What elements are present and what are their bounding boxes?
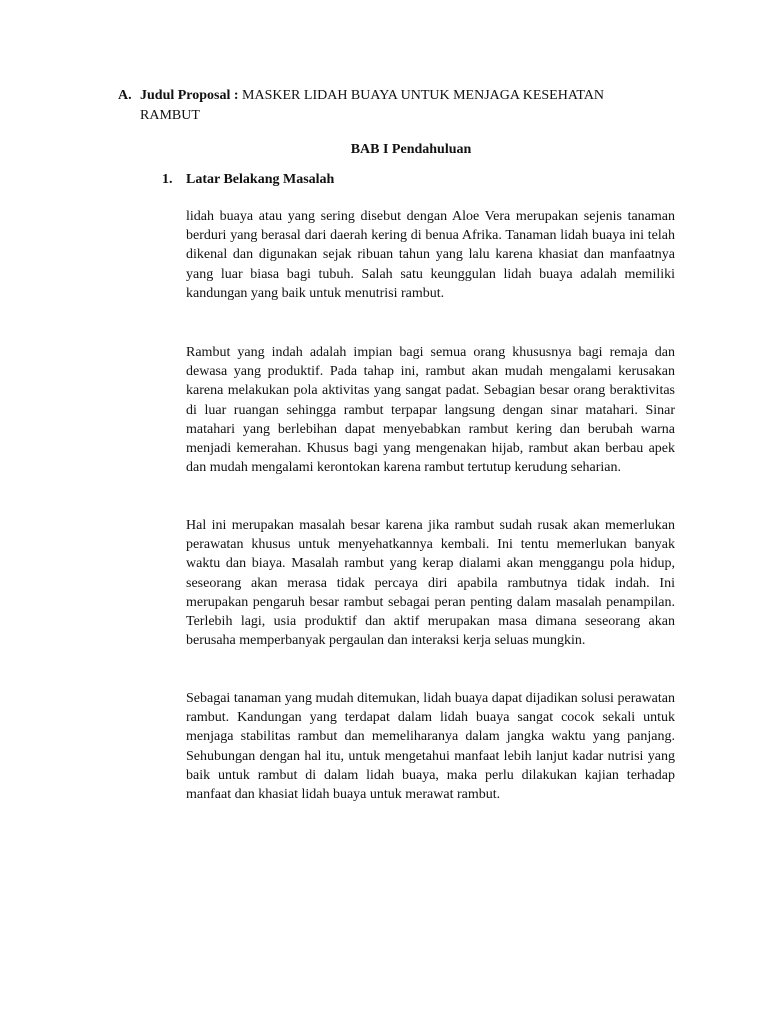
- section-title: Latar Belakang Masalah: [186, 172, 335, 187]
- paragraph-2: Rambut yang indah adalah impian bagi semua orang khususnya bagi remaja dan dewasa yang produktif. Pada tahap ini, rambut akan mudah mengalami kerusakan karena melakukan pola aktivitas yang sangat padat. Sebagian besar orang beraktivitas di luar ruangan sehingga rambut terpapar langsung dengan sinar matahari. Sinar matahari yang berlebihan dapat menyebabkan rambut kering dan berubah warna menjadi kemerahan. Khusus bagi yang mengenakan hijab, rambut akan berbau apek dan mudah mengalami kerontokan karena rambut tertutup kerudung seharian.: [186, 345, 675, 476]
- chapter-title: BAB I Pendahuluan: [350, 142, 472, 157]
- paragraph-3: Hal ini merupakan masalah besar karena jika rambut sudah rusak akan memerlukan perawatan khusus untuk menyehatkannya kembali. Ini tentu memerlukan banyak waktu dan biaya. Masalah rambut yang kerap dialami akan menggangu pola hidup, seseorang akan merasa tidak percaya diri apabila rambutnya tidak indah. Ini merupakan pengaruh besar rambut sebagai peran penting dalam masalah penampilan. Terlebih lagi, usia produktif dan aktif merupakan masa dimana seseorang akan berusaha memperbanyak pergaulan dan interaksi kerja seluas mungkin.: [186, 518, 675, 649]
- heading-text: [140, 86, 604, 106]
- heading-marker: A.: [118, 88, 132, 103]
- proposal-title-line-1: MASKER LIDAH BUAYA UNTUK MENJAGA KESEHATAN: [238, 88, 605, 103]
- proposal-title-line-2: RAMBUT: [140, 108, 200, 123]
- paragraph-4: Sebagai tanaman yang mudah ditemukan, lidah buaya dapat dijadikan solusi perawatan rambut. Kandungan yang terdapat dalam lidah buaya sangat cocok sekali untuk menjaga stabilitas rambut dan memeliharanya dalam jangka waktu yang panjang. Sehubungan dengan hal itu, untuk mengetahui manfaat lebih lanjut kadar nutrisi yang baik untuk rambut di dalam lidah buaya, maka perlu dilakukan kajian terhadap manfaat dan khasiat lidah buaya untuk merawat rambut.: [186, 691, 675, 803]
- proposal-heading: [118, 86, 678, 126]
- paragraph-1: lidah buaya atau yang sering disebut dengan Aloe Vera merupakan sejenis tanaman berduri yang berasal dari daerah kering di benua Afrika. Tanaman lidah buaya ini telah dikenal dan digunakan sejak ribuan tahun yang lalu karena khasiat dan manfaatnya yang luar biasa bagi tubuh. Salah satu keunggulan lidah buaya adalah memiliki kandungan yang baik untuk menutrisi rambut.: [186, 209, 675, 301]
- proposal-heading-line: [118, 86, 678, 106]
- section-number: 1.: [162, 172, 173, 187]
- section-heading: [162, 170, 334, 190]
- heading-label: Judul Proposal :: [140, 88, 239, 103]
